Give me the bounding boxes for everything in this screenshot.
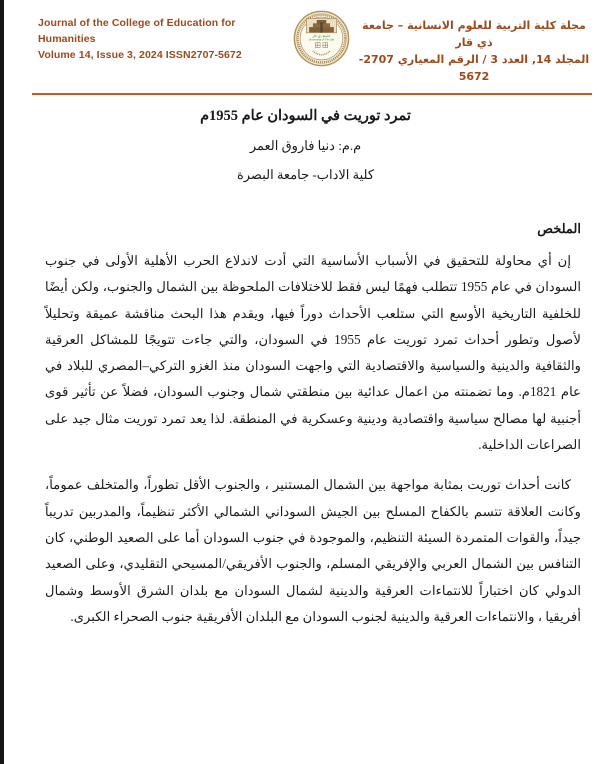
journal-issue-en-line2: Volume 14, Issue 3, 2024 ISSN2707-5672 — [38, 49, 242, 61]
ziggurat-illustration — [306, 19, 336, 33]
university-of-thi-qar-seal-icon — [293, 10, 350, 67]
university-logo-wrap — [293, 10, 351, 67]
header-divider-rule — [32, 93, 592, 95]
journal-name-en-line1: Journal of the College of Education for Humanities — [38, 17, 236, 45]
abstract-heading: الملخص — [537, 221, 581, 236]
journal-issue-ar-line2: المجلد 14, العدد 3 / الرقم المعياري 2707-5672 — [358, 53, 590, 83]
article-title-block — [0, 108, 611, 183]
article-author: م.م: دنيا فاروق العمر — [249, 138, 362, 153]
journal-name-arabic — [355, 10, 593, 85]
logo-university-name-english: University of Thi-Qar — [308, 38, 335, 42]
journal-name-english — [38, 10, 288, 63]
article-affiliation: كلية الاداب- جامعة البصرة — [236, 167, 375, 182]
scan-edge-bar — [0, 0, 4, 764]
abstract-paragraph-2: كانت أحداث توريت بمثابة مواجهة بين الشمال المستنير ، والجنوب الأقل تطوراً، والمتخلف عموماً، وكانت العلاقة تتسم بالكفاح المسلح بين الجيش السوداني الشمالي الأكثر تنظيماً، والمدربين تدريباً جيداً، والقوات المتمردة السيئة التنظيم، والموجودة في جنوب السودان أما على الصعيد الوطني، كان التنافس بين الشمال العربي والإفريقي المسلم، والجنوب الأفريقي/المسيحي التقليدي، وعلى الصعيد الدولي كان اختباراً للانتماءات العرقية والدينية لشمال السودان مع بلدان الشرق الأوسط وشمال أفريقيا ، والانتماءات العرقية والدينية لجنوب السودان مع البلدان الأفريقية جنوب الصحراء الكبرى. — [45, 477, 581, 624]
journal-header — [0, 0, 611, 85]
abstract-section — [0, 221, 611, 630]
logo-university-name-arabic: جامعة ذي قار — [312, 33, 331, 38]
abstract-paragraph-1: إن أي محاولة للتحقيق في الأسباب الأساسية التي أدت لاندلاع الحرب الأهلية الأولى في جنوب السودان في عام 1955 تتطلب فهمًا ليس فقط للاختلافات الملحوظة بين الشمال والجنوب، ولكن أيضًا للخلفية التاريخية الأوسع التي ستلعب الأحداث دوراً فيها، ويقدم هذا البحث مناقشة عميقة وتحليلاً لأصول وتطور أحداث تمرد توريت عام 1955 في السودان، والتي جاءت تتويجًا للمشاكل العرقية والثقافية والدينية والسياسية والاقتصادية التي واجهت السودان منذ الغزو التركي–المصري للبلاد في عام 1821م. وما تضمنته من اعمال عدائية بين منطقتي شمال وجنوب السودان، فضلاً عن تأثير قوى أجنبية لها مصالح سياسية واقتصادية ودينية وعسكرية في المنطقة. لذا يعد تمرد توريت مثال جيد على الصراعات الداخلية. — [45, 253, 582, 453]
journal-name-ar-line1: مجلة كلية التربية للعلوم الانسانية – جامعة ذي قار — [362, 19, 586, 49]
article-title: تمرد توريت في السودان عام 1955م — [200, 108, 411, 124]
